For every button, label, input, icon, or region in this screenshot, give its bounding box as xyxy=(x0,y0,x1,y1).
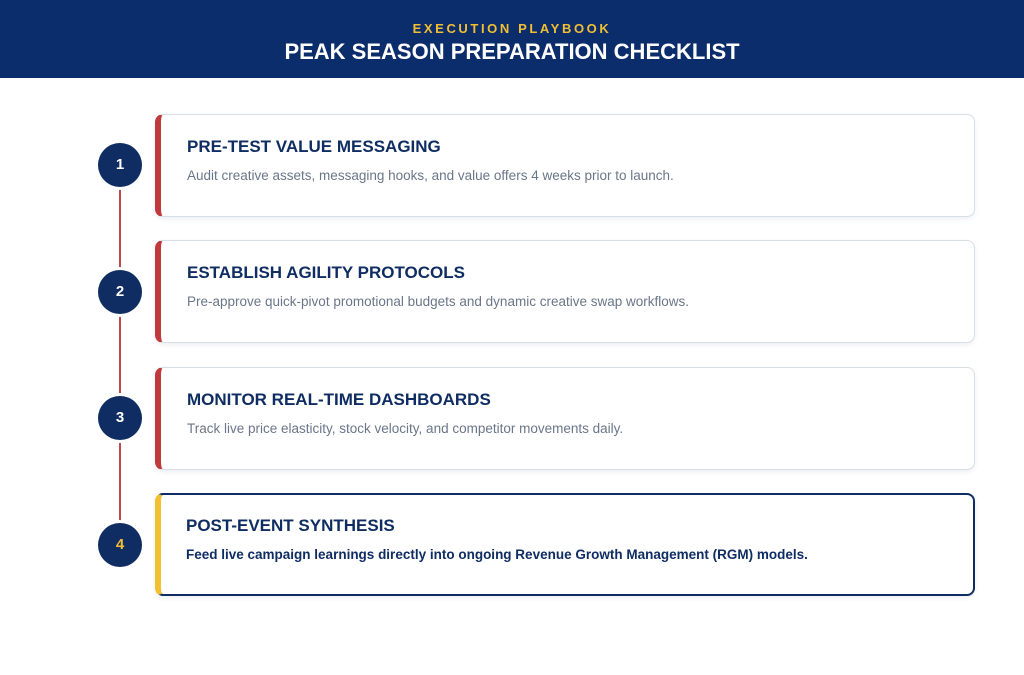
checklist-card-3 xyxy=(155,367,975,470)
checklist-card-description: Audit creative assets, messaging hooks, and value offers 4 weeks prior to launch. xyxy=(187,168,674,183)
checklist-card-title: POST-EVENT SYNTHESIS xyxy=(186,516,395,535)
checklist-card-description: Track live price elasticity, stock velocity, and competitor movements daily. xyxy=(187,421,624,436)
checklist-card-description: Feed live campaign learnings directly into ongoing Revenue Growth Management (RGM) models. xyxy=(186,547,808,562)
checklist-card-title: PRE-TEST VALUE MESSAGING xyxy=(187,137,441,156)
page-title: PEAK SEASON PREPARATION CHECKLIST xyxy=(284,39,740,64)
header-eyebrow: EXECUTION PLAYBOOK xyxy=(412,21,612,36)
checklist-card-2 xyxy=(155,240,975,343)
checklist-card-description: Pre-approve quick-pivot promotional budgets and dynamic creative swap workflows. xyxy=(187,294,689,309)
timeline-connector xyxy=(119,165,121,545)
header-banner xyxy=(0,0,1024,78)
step-number-badge-4: 4 xyxy=(98,523,142,567)
checklist-card-title: ESTABLISH AGILITY PROTOCOLS xyxy=(187,263,466,282)
checklist-card-1 xyxy=(155,114,975,217)
step-number-badge-3: 3 xyxy=(98,396,142,440)
step-number-badge-2: 2 xyxy=(98,270,142,314)
checklist-card-title: MONITOR REAL-TIME DASHBOARDS xyxy=(187,390,491,409)
checklist-card-4-highlighted xyxy=(155,493,975,596)
step-number-badge-1: 1 xyxy=(98,143,142,187)
